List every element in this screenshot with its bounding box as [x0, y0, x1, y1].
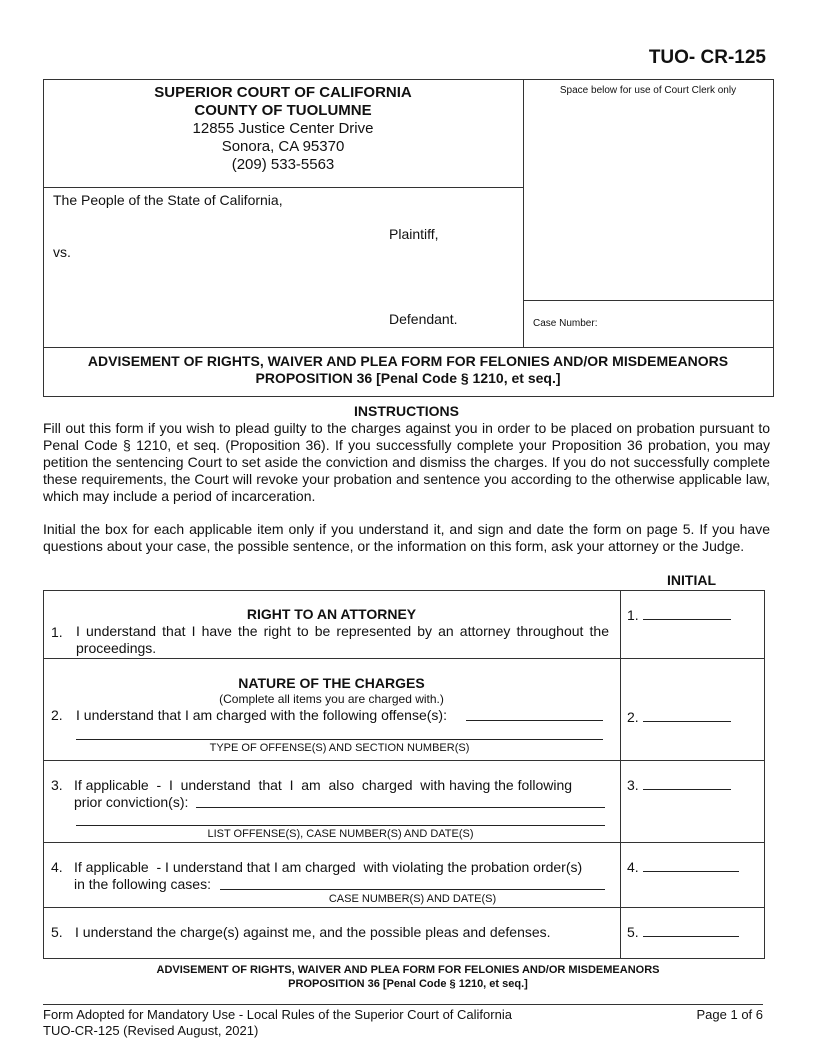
item1-number: 1.	[51, 624, 63, 640]
footer-left	[43, 1007, 512, 1039]
item3-conviction-field[interactable]	[196, 795, 605, 808]
item3-initial-label: 3.	[627, 777, 639, 793]
case-number-label: Case Number:	[533, 318, 598, 329]
item3-caption: LIST OFFENSE(S), CASE NUMBER(S) AND DATE(S)	[207, 828, 474, 840]
item4-cases-field[interactable]	[220, 877, 605, 890]
item4-initial[interactable]	[627, 859, 739, 875]
vs-label: vs.	[53, 244, 71, 260]
court-info	[43, 84, 523, 174]
footer-adopted: Form Adopted for Mandatory Use - Local Rules of the Superior Court of California	[43, 1007, 512, 1022]
form-title-line2: PROPOSITION 36 [Penal Code § 1210, et seq.]	[255, 370, 561, 386]
form-title-line1: ADVISEMENT OF RIGHTS, WAIVER AND PLEA FORM FOR FELONIES AND/OR MISDEMEANORS	[87, 353, 729, 369]
item1-text: I understand that I have the right to be represented by an attorney throughout the proceedings.	[76, 623, 609, 656]
instructions-heading: INSTRUCTIONS	[354, 403, 459, 419]
footer-divider	[43, 1004, 763, 1005]
clerk-note: Space below for use of Court Clerk only	[559, 85, 737, 96]
instructions-para2: Initial the box for each applicable item only if you understand it, and sign and date the form on page 5. If you have questions about your case, the possible sentence, or the information on this form, ask your attorney or the Judge.	[43, 521, 770, 554]
case-number-field[interactable]	[610, 314, 765, 330]
item5-initial[interactable]	[627, 924, 739, 940]
item2-offense-field[interactable]	[466, 708, 603, 721]
defendant-label: Defendant.	[389, 311, 458, 327]
item4-caption: CASE NUMBER(S) AND DATE(S)	[328, 893, 497, 905]
item2-caption: TYPE OF OFFENSE(S) AND SECTION NUMBER(S)	[209, 742, 470, 754]
plaintiff-name: The People of the State of California,	[53, 192, 283, 208]
item5-text: I understand the charge(s) against me, and the possible pleas and defenses.	[75, 924, 551, 940]
item4-text: If applicable - I understand that I am charged with violating the probation order(s)	[74, 859, 583, 875]
item3-text2: prior conviction(s):	[74, 794, 189, 810]
item2-heading: NATURE OF THE CHARGES	[238, 675, 425, 691]
item4-number: 4.	[51, 859, 63, 875]
item3-initial[interactable]	[627, 777, 731, 793]
footer-title-line1: ADVISEMENT OF RIGHTS, WAIVER AND PLEA FORM FOR FELONIES AND/OR MISDEMEANORS	[156, 964, 660, 976]
footer-revision: TUO-CR-125 (Revised August, 2021)	[43, 1023, 259, 1038]
court-address2: Sonora, CA 95370	[221, 138, 345, 155]
item2-offense-field2[interactable]	[76, 727, 603, 740]
court-county: COUNTY OF TUOLUMNE	[194, 102, 372, 119]
footer-title	[43, 963, 773, 991]
item4-text2: in the following cases:	[74, 876, 211, 892]
item1-initial-label: 1.	[627, 607, 639, 623]
instructions-para1: Fill out this form if you wish to plead guilty to the charges against you in order to be placed on probation pursuant to Penal Code § 1210, et seq. (Proposition 36). If you successfully complete your Proposition 36 probation, you may petition the sentencing Court to set aside the conviction and dismiss the charges. If you do not successfully complete these requirements, the Court will revoke your probation and sentence you according to the otherwise applicable law, which may include a period of incarceration.	[43, 420, 770, 504]
court-phone: (209) 533-5563	[231, 156, 335, 173]
item3-text: If applicable - I understand that I am also charged with having the following	[74, 777, 573, 793]
form-id: TUO- CR-125	[648, 47, 766, 68]
form-title	[43, 353, 773, 387]
court-address1: 12855 Justice Center Drive	[192, 120, 374, 137]
item5-number: 5.	[51, 924, 63, 940]
item2-initial[interactable]	[627, 709, 731, 725]
item2-subheading: (Complete all items you are charged with.)	[219, 692, 444, 706]
court-name: SUPERIOR COURT OF CALIFORNIA	[154, 84, 412, 101]
item2-text: I understand that I am charged with the following offense(s):	[76, 707, 447, 723]
item3-conviction-field2[interactable]	[76, 813, 605, 826]
page-number: Page 1 of 6	[696, 1007, 763, 1022]
item4-initial-label: 4.	[627, 859, 639, 875]
item3-number: 3.	[51, 777, 63, 793]
footer-title-line2: PROPOSITION 36 [Penal Code § 1210, et seq.]	[288, 978, 528, 990]
item5-initial-label: 5.	[627, 924, 639, 940]
plaintiff-label: Plaintiff,	[389, 226, 439, 242]
initial-header: INITIAL	[667, 572, 716, 588]
item2-initial-label: 2.	[627, 709, 639, 725]
item1-heading: RIGHT TO AN ATTORNEY	[246, 606, 417, 622]
item1-initial[interactable]	[627, 607, 731, 623]
item2-number: 2.	[51, 707, 63, 723]
